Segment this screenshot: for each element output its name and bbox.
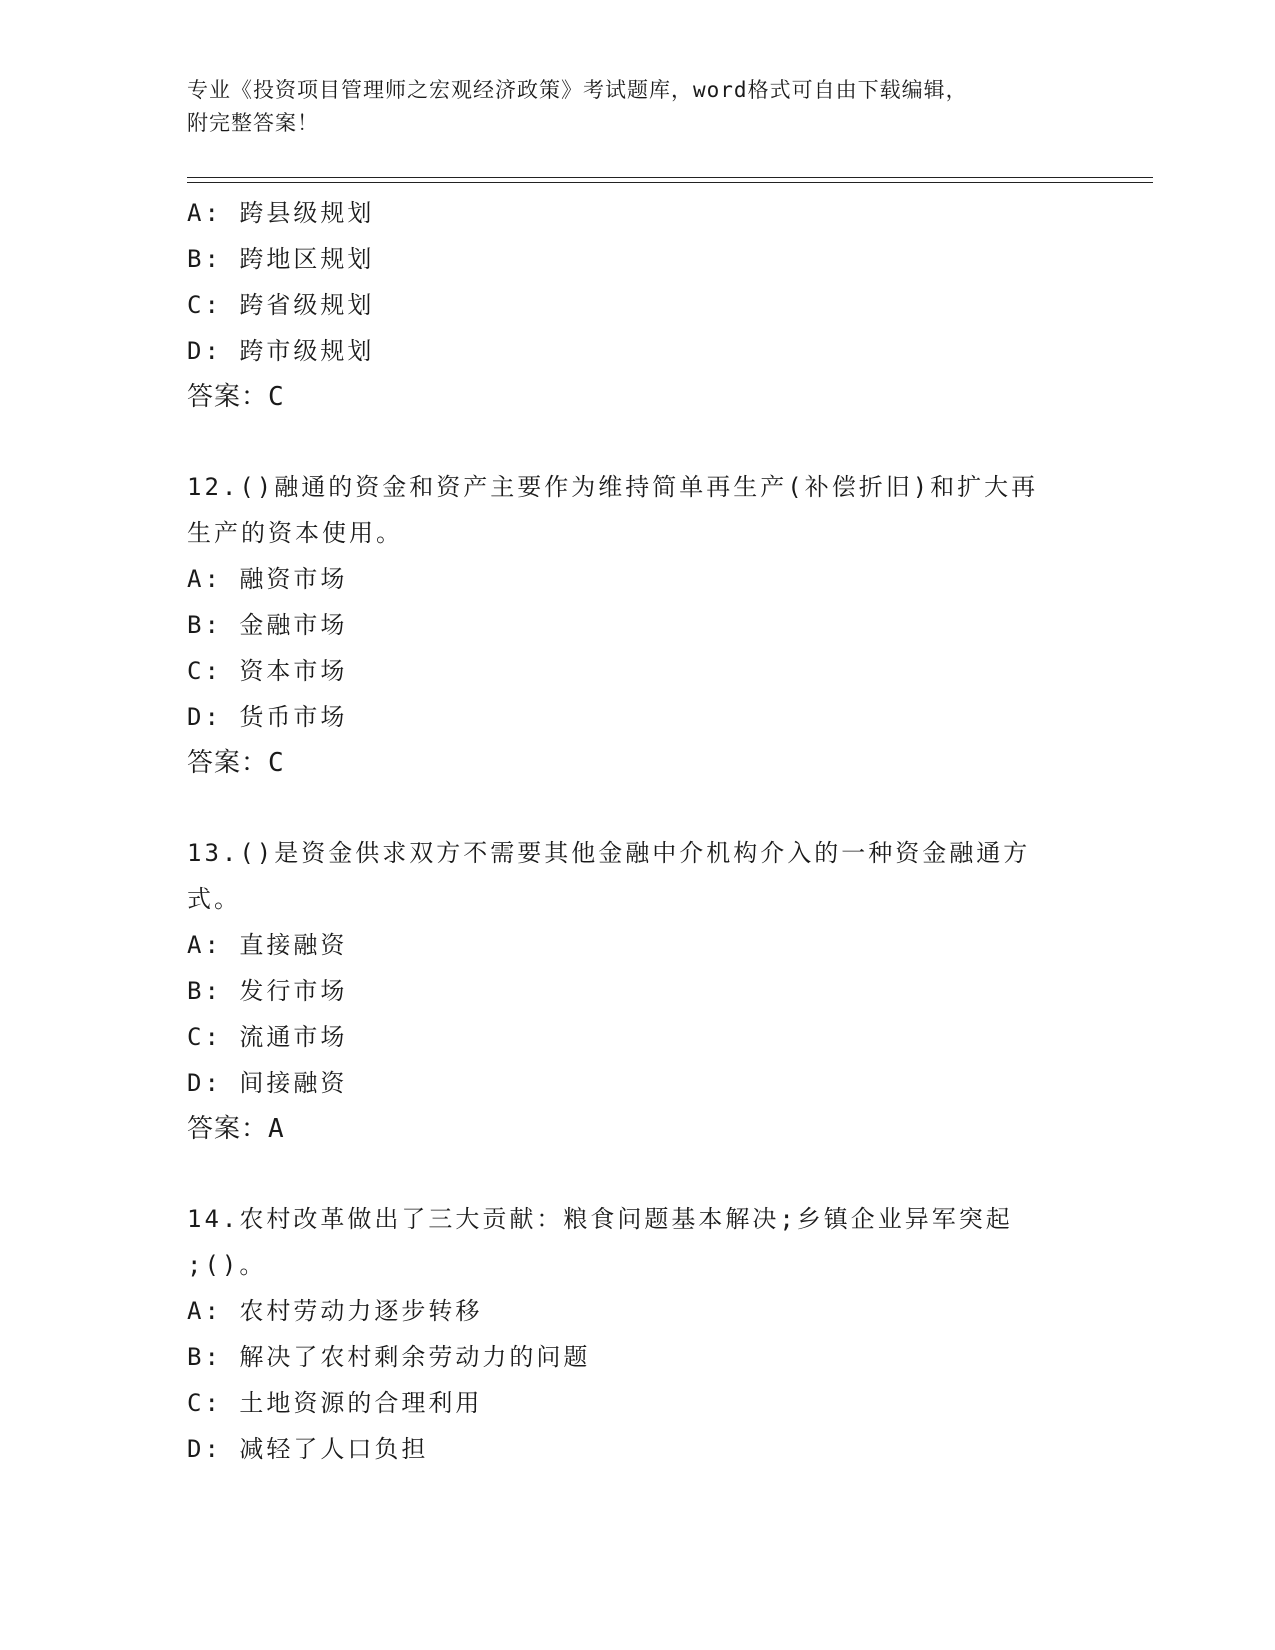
option-b: B: 跨地区规划 bbox=[187, 245, 375, 273]
question-stem-line-1: 12.()融通的资金和资产主要作为维持简单再生产(补偿折旧)和扩大再 bbox=[187, 473, 1039, 501]
option-a: A: 农村劳动力逐步转移 bbox=[187, 1297, 483, 1325]
header-line-1: 专业《投资项目管理师之宏观经济政策》考试题库，word格式可自由下载编辑， bbox=[187, 78, 968, 102]
option-a: A: 融资市场 bbox=[187, 565, 348, 593]
question-12 bbox=[187, 464, 1087, 786]
option-c: C: 资本市场 bbox=[187, 657, 348, 685]
spacer bbox=[187, 420, 1087, 464]
question-stem bbox=[187, 1196, 1067, 1288]
option-a: A: 直接融资 bbox=[187, 931, 348, 959]
spacer bbox=[187, 786, 1087, 830]
question-list bbox=[187, 190, 1087, 1472]
question-stem-line-1: 13.()是资金供求双方不需要其他金融中介机构介入的一种资金融通方 bbox=[187, 839, 1031, 867]
option-c: C: 跨省级规划 bbox=[187, 291, 375, 319]
answer: 答案：C bbox=[187, 748, 285, 778]
question-stem-line-2: 生产的资本使用。 bbox=[187, 519, 403, 547]
question-stem-line-2: ;()。 bbox=[187, 1251, 267, 1279]
option-b: B: 发行市场 bbox=[187, 977, 348, 1005]
question-stem bbox=[187, 464, 1067, 556]
option-d: D: 减轻了人口负担 bbox=[187, 1435, 429, 1463]
answer: 答案：C bbox=[187, 382, 285, 412]
option-c: C: 土地资源的合理利用 bbox=[187, 1389, 483, 1417]
question-stem-line-1: 14.农村改革做出了三大贡献：粮食问题基本解决;乡镇企业异军突起 bbox=[187, 1205, 1013, 1233]
option-b: B: 解决了农村剩余劳动力的问题 bbox=[187, 1343, 591, 1371]
option-c: C: 流通市场 bbox=[187, 1023, 348, 1051]
spacer bbox=[187, 1152, 1087, 1196]
question-13 bbox=[187, 830, 1087, 1152]
header-divider-bottom bbox=[187, 182, 1153, 183]
header-line-2: 附完整答案！ bbox=[187, 111, 319, 135]
answer: 答案：A bbox=[187, 1114, 285, 1144]
option-b: B: 金融市场 bbox=[187, 611, 348, 639]
question-stem-line-2: 式。 bbox=[187, 885, 241, 913]
question-14 bbox=[187, 1196, 1087, 1472]
header-divider-top bbox=[187, 177, 1153, 178]
document-header bbox=[187, 74, 1067, 140]
option-d: D: 货币市场 bbox=[187, 703, 348, 731]
question-11 bbox=[187, 190, 1087, 420]
question-stem bbox=[187, 830, 1067, 922]
option-d: D: 间接融资 bbox=[187, 1069, 348, 1097]
option-a: A: 跨县级规划 bbox=[187, 199, 375, 227]
option-d: D: 跨市级规划 bbox=[187, 337, 375, 365]
